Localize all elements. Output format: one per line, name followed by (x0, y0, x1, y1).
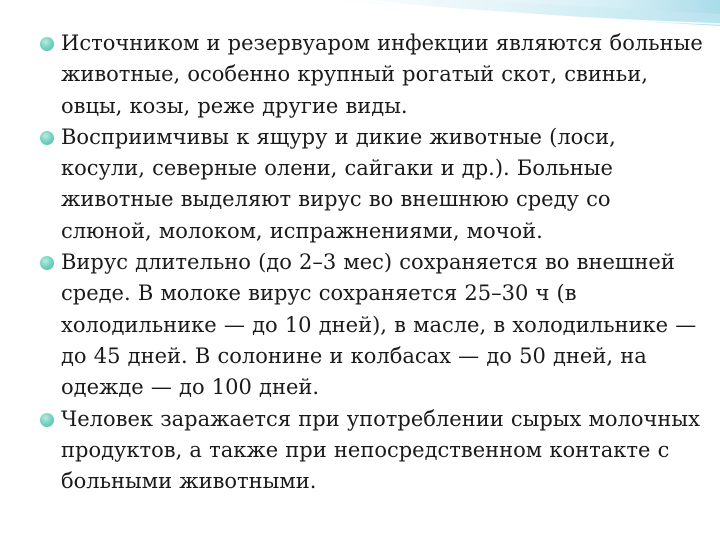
bullet-text: Восприимчивы к ящуру и дикие животные (лоси, косули, северные олени, сайгаки и др.). Больные животные выделяют вирус во внешнюю среду со слюной, молоком, испражнениями, мочой. (61, 124, 616, 243)
bullet-text: Источником и резервуаром инфекции являются больные животные, особенно крупный рогатый скот, свиньи, овцы, козы, реже другие виды. (61, 31, 703, 118)
bullet-item-human-infection (40, 404, 705, 498)
teal-circle-bullet-icon (40, 413, 54, 427)
bullet-text: Человек заражается при употреблении сырых молочных продуктов, а также при непосредственном контакте с больными животными. (61, 406, 700, 494)
bullet-text: Вирус длительно (до 2–3 мес) сохраняется во внешней среде. В молоке вирус сохраняется 25–30 ч (в холодильнике — до 10 дней), в масле, в холодильнике — до 45 дней. В солонине и колбасах — до 50 дней, на одежде — до 100 дней. (61, 250, 697, 400)
bullet-item-infection-source (40, 28, 705, 122)
teal-circle-bullet-icon (40, 256, 54, 270)
bullet-item-virus-persistence (40, 247, 705, 403)
slide-body (40, 28, 705, 497)
teal-circle-bullet-icon (40, 37, 54, 51)
bullet-list (40, 28, 705, 497)
teal-circle-bullet-icon (40, 131, 54, 145)
bullet-item-wild-animals (40, 122, 705, 247)
